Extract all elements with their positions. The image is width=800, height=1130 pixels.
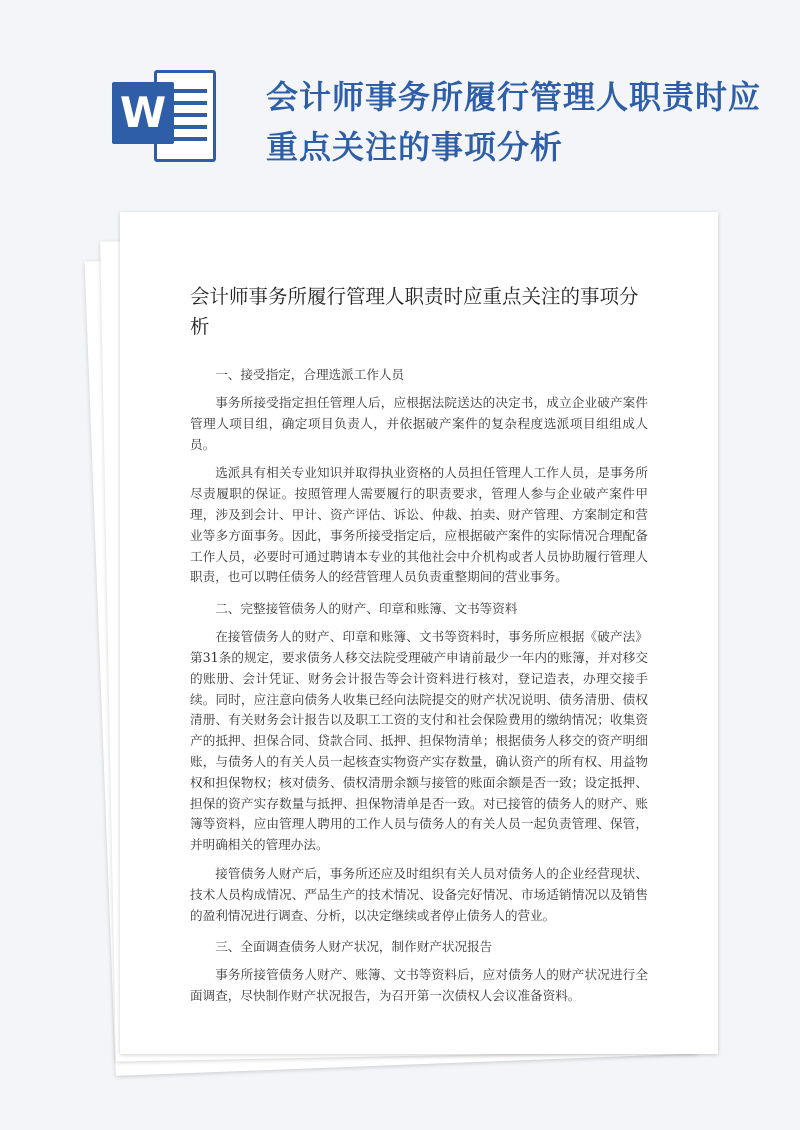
document-title: 会计师事务所履行管理人职责时应重点关注的事项分析 <box>190 285 639 338</box>
word-letter-badge: W <box>112 82 174 144</box>
document-page <box>120 212 718 1054</box>
word-document-icon <box>108 64 220 168</box>
section-2 <box>190 598 648 926</box>
section-heading: 一、接受指定，合理选派工作人员 <box>215 367 405 382</box>
banner-title: 会计师事务所履行管理人职责时应重点关注的事项分析 <box>266 78 762 166</box>
paragraph: 接管债务人财产后，事务所还应及时组织有关人员对债务人的企业经营现状、技术人员构成情况、严品生产的技术情况、设备完好情况、市场适销情况以及销售的盈利情况进行调查、分析，以决定继续或者停止债务人的营业。 <box>190 865 648 923</box>
paragraph: 在接管债务人的财产、印章和账簿、文书等资料时，事务所应根据《破产法》第31条的规定，要求债务人移交法院受理破产申请前最少一年内的账簿，并对移交的账册、会计凭证、财务会计报告等会计资料进行核对，登记造表，办理交接手续。同时，应注意向债务人收集已经向法院提交的财产状况说明、债务清册、债权清册、有关财务会计报告以及职工工资的支付和社会保险费用的缴纳情况；收集资产的抵押、担保合同、贷款合同、抵押、担保物清单；根据债务人移交的资产明细账，与债务人的有关人员一起核查实物资产实存数量，确认资产的所有权、用益物权和担保物权；核对债务、债权清册余额与接管的账面余额是否一致；设定抵押、担保的资产实存数量与抵押、担保物清单是否一致。对已接管的债务人的财产、账簿等资料，应由管理人聘用的工作人员与债务人的有关人员一起负责管理、保管，并明确相关的管理办法。 <box>190 629 648 853</box>
paragraph: 事务所接管债务人财产、账簿、文书等资料后，应对债务人的财产状况进行全面调查，尽快制作财产状况报告，为召开第一次债权人会议准备资料。 <box>190 967 648 1004</box>
banner <box>0 0 800 210</box>
section-1 <box>190 364 648 588</box>
section-3 <box>190 936 648 1007</box>
paragraph: 选派具有相关专业知识并取得执业资格的人员担任管理人工作人员，是事务所尽责履职的保证。按照管理人需要履行的职责要求，管理人参与企业破产案件甲理，涉及到会计、甲计、资产评估、诉讼、仲裁、拍卖、财产管理、方案制定和营业等多方面事务。因此，事务所接受指定后，应根据破产案件的实际情况合理配备工作人员，必要时可通过聘请本专业的其他社会中介机构或者人员协助履行管理人职责，也可以聘任债务人的经营管理人员负责重整期间的营业事务。 <box>190 465 648 585</box>
paragraph: 事务所接受指定担任管理人后，应根据法院送达的决定书，成立企业破产案件管理人项目组，确定项目负责人，并依据破产案件的复杂程度选派项目组组成人员。 <box>190 395 648 452</box>
section-heading: 二、完整接管债务人的财产、印章和账簿、文书等资料 <box>215 601 518 617</box>
section-heading: 三、全面调查债务人财产状况，制作财产状况报告 <box>215 939 493 955</box>
